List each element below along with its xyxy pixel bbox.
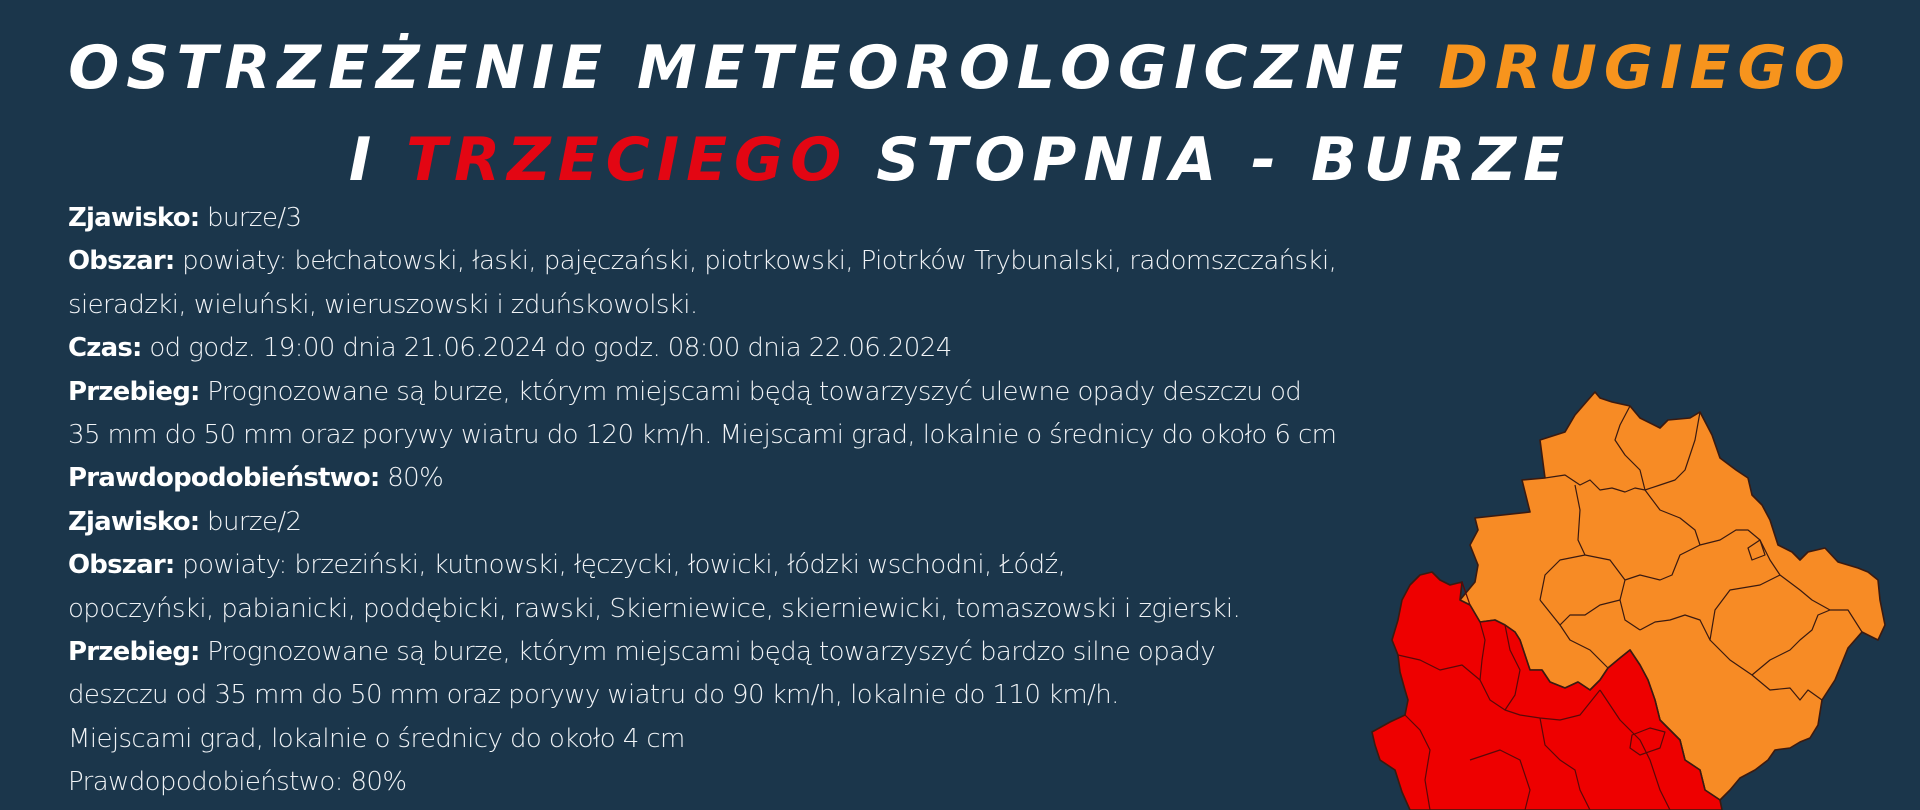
warning2-area: Obszar: powiaty: brzeziński, kutnowski, łęczycki, łowicki, łódzki wschodni, Łódź, xyxy=(68,550,1066,581)
warning3-course-cont: 35 mm do 50 mm oraz porywy wiatru do 120 km/h. Miejscami grad, lokalnie o średnicy do około 6 cm xyxy=(68,420,1337,451)
warning-details xyxy=(68,197,1488,805)
warning2-course-cont: deszczu od 35 mm do 50 mm oraz porywy wiatru do 90 km/h, lokalnie do 110 km/h. xyxy=(68,680,1119,711)
title-line-2: I TRZECIEGO STOPNIA - BURZE xyxy=(348,125,1572,195)
warning2-course-cont-2: Miejscami grad, lokalnie o średnicy do około 4 cm xyxy=(68,723,685,754)
warning-title xyxy=(0,22,1920,206)
warning3-area: Obszar: powiaty: bełchatowski, łaski, pajęczański, piotrkowski, Piotrków Trybunalski, radomszczański, xyxy=(68,246,1337,277)
warning-map-lodzkie xyxy=(1320,380,1920,810)
warning2-area-cont: opoczyński, pabianicki, poddębicki, rawski, Skierniewice, skierniewicki, tomaszowski i zgierski. xyxy=(68,593,1241,624)
second-degree-label: DRUGIEGO xyxy=(1438,33,1852,103)
warning3-phenomenon: Zjawisko: burze/3 xyxy=(68,203,302,233)
region-map-svg xyxy=(1320,380,1920,810)
warning3-course: Przebieg: Prognozowane są burze, którym miejscami będą towarzyszyć ulewne opady deszczu od xyxy=(68,376,1302,407)
title-line-1: OSTRZEŻENIE METEOROLOGICZNE DRUGIEGO xyxy=(68,33,1852,103)
warning2-course: Przebieg: Prognozowane są burze, którym miejscami będą towarzyszyć bardzo silne opady xyxy=(68,637,1216,668)
warning2-phenomenon: Zjawisko: burze/2 xyxy=(68,506,302,537)
third-degree-label: TRZECIEGO xyxy=(406,125,849,195)
warning2-probability: Prawdopodobieństwo: 80% xyxy=(68,767,407,798)
warning3-time: Czas: od godz. 19:00 dnia 21.06.2024 do godz. 08:00 dnia 22.06.2024 xyxy=(68,333,952,364)
warning3-probability: Prawdopodobieństwo: 80% xyxy=(68,463,444,494)
warning3-area-cont: sieradzki, wieluński, wieruszowski i zduńskowolski. xyxy=(68,289,698,320)
